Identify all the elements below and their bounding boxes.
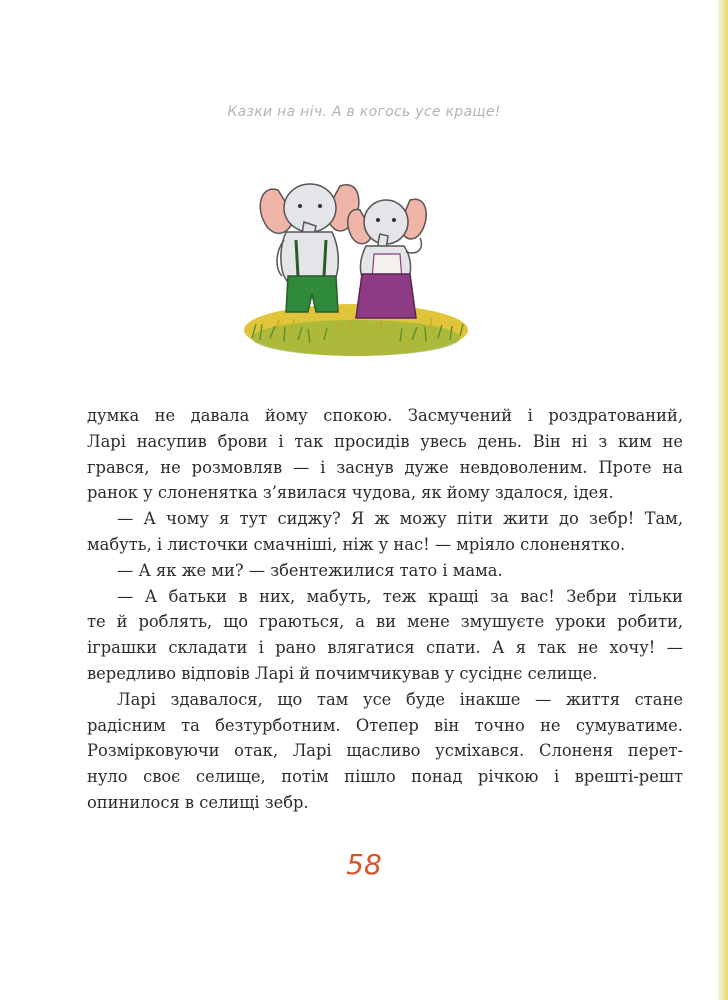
text-line: вередливо відповів Ларі й почимчикував у сусіднє селище. bbox=[87, 663, 598, 683]
text-line: думка не давала йому спокою. Засмучений і роздратований, bbox=[87, 406, 683, 425]
text-line: Ларі здавалося, що там усе буде інакше — життя стане bbox=[117, 689, 683, 709]
text-line: іграшки складати і рано влягатися спати. А я так не хочу! — bbox=[87, 638, 683, 658]
text-line: ранок у слоненятка з’явилася чудова, як йому здалося, ідея. bbox=[87, 483, 614, 503]
illustration-svg bbox=[240, 170, 472, 362]
story-text bbox=[87, 403, 683, 816]
elephant-couple-illustration bbox=[240, 170, 472, 362]
text-line: грався, не розмовляв — і заснув дуже невдоволеним. Проте на bbox=[87, 457, 683, 477]
running-header: Казки на ніч. А в когось усе краще! bbox=[227, 104, 501, 120]
mom-elephant bbox=[348, 199, 426, 318]
text-line: — А чому я тут сиджу? Я ж можу піти жити до зебр! Там, bbox=[117, 509, 683, 529]
dad-elephant bbox=[260, 184, 359, 312]
text-line: нуло своє селище, потім пішло понад річкою і врешті-решт bbox=[87, 767, 683, 787]
mom-skirt bbox=[356, 274, 416, 318]
text-line: радісним та безтурботним. Отепер він точно не сумуватиме. bbox=[87, 715, 683, 735]
text-line: Розмірковуючи отак, Ларі щасливо усміхався. Слоненя перет- bbox=[87, 741, 683, 761]
text-line: мабуть, і листочки смачніші, ніж у нас! — мріяло слоненятко. bbox=[87, 534, 626, 554]
text-line: опинилося в селищі зебр. bbox=[87, 792, 309, 812]
grass-shadow bbox=[252, 320, 460, 356]
mom-arm bbox=[406, 238, 421, 253]
text-line: — А батьки в них, мабуть, теж кращі за вас! Зебри тільки bbox=[117, 586, 683, 606]
text-line: — А як же ми? — збентежилися тато і мама. bbox=[117, 560, 503, 580]
dad-body bbox=[281, 232, 338, 282]
page-number: 58 bbox=[346, 848, 382, 881]
text-line: те й роблять, що граються, а ви мене змушуєте уроки робити, bbox=[87, 612, 683, 632]
text-line: Ларі насупив брови і так просидів увесь день. Він ні з ким не bbox=[87, 431, 683, 451]
